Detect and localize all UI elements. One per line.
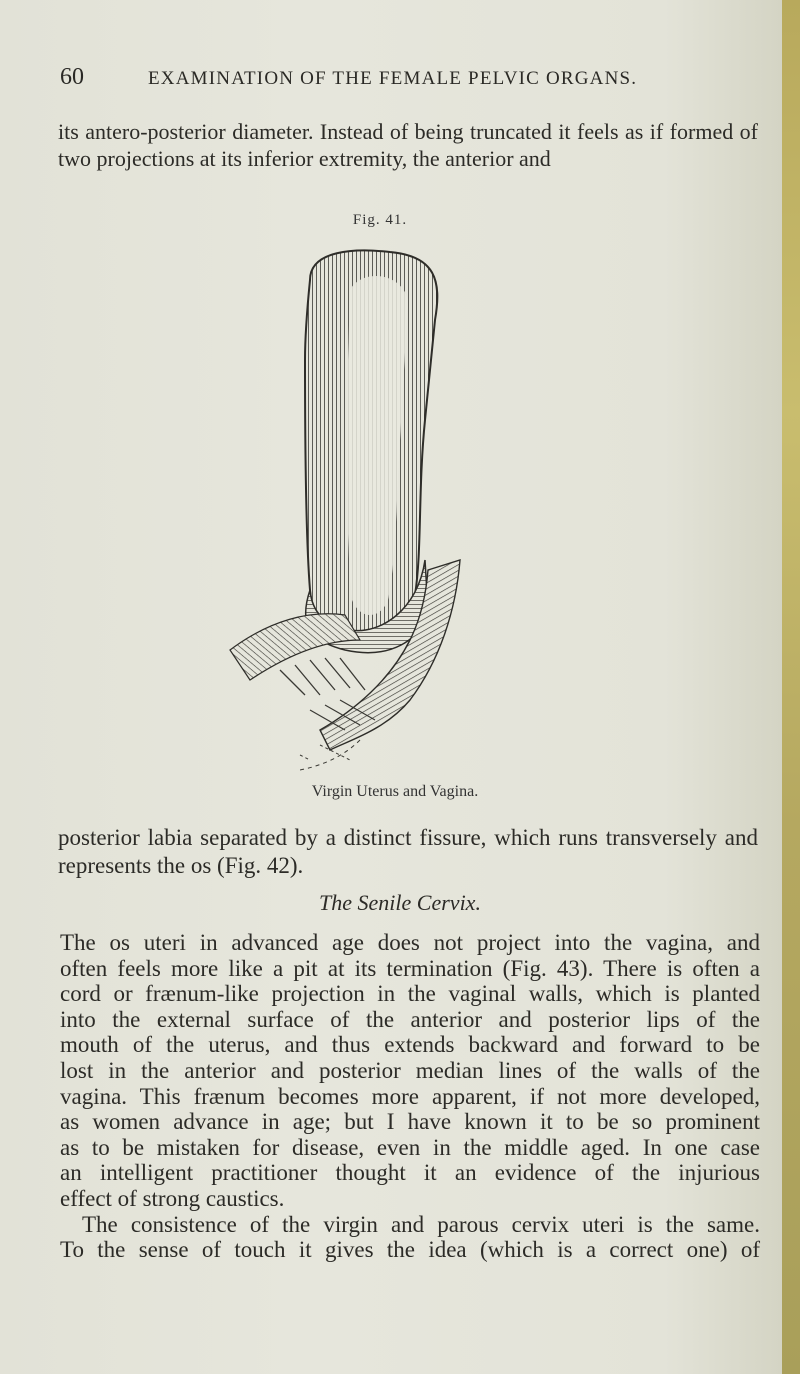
text-line: vagina. This frænum becomes more apparent, if not more developed, (60, 1083, 760, 1109)
running-title: EXAMINATION OF THE FEMALE PELVIC ORGANS. (148, 68, 638, 89)
section-body (60, 930, 760, 1263)
uterus-illustration (160, 240, 620, 780)
figure-caption: Virgin Uterus and Vagina. (311, 783, 479, 800)
text-line: cord or frænum-like projection in the vaginal walls, which is planted (60, 981, 760, 1007)
text-line: mouth of the uterus, and thus extends backward and forward to be (60, 1032, 760, 1058)
text-line: into the external surface of the anterior and posterior lips of the (60, 1006, 760, 1032)
text-line: often feels more like a pit at its termination (Fig. 43). There is often a (60, 955, 760, 981)
paragraph-intro: its antero-posterior diameter. Instead of being truncated it feels as if formed of two projections at its inferior extremity, the anterior and (58, 119, 758, 171)
text-line: The consistence of the virgin and parous cervix uteri is the same. (82, 1211, 760, 1237)
text-line: an intelligent practitioner thought it an evidence of the injurious (60, 1160, 760, 1186)
page-edge (782, 0, 800, 1374)
section-heading: The Senile Cervix. (319, 890, 481, 915)
text-line: To the sense of touch it gives the idea (which is a correct one) of (60, 1237, 760, 1263)
page-header (0, 64, 760, 94)
text-line: as to be mistaken for disease, even in the middle aged. In one case (60, 1134, 760, 1160)
figure-label: Fig. 41. (352, 212, 408, 228)
text-line: lost in the anterior and posterior median lines of the walls of the (60, 1057, 760, 1083)
text-line: The os uteri in advanced age does not project into the vagina, and (60, 930, 760, 955)
text-line: effect of strong caustics. (60, 1185, 285, 1211)
paragraph-continuation: posterior labia separated by a distinct fissure, which runs transversely and represents the os (Fig. 42). (58, 825, 758, 878)
page-number: 60 (60, 64, 84, 90)
text-line: as women advance in age; but I have known it to be so prominent (60, 1109, 760, 1135)
